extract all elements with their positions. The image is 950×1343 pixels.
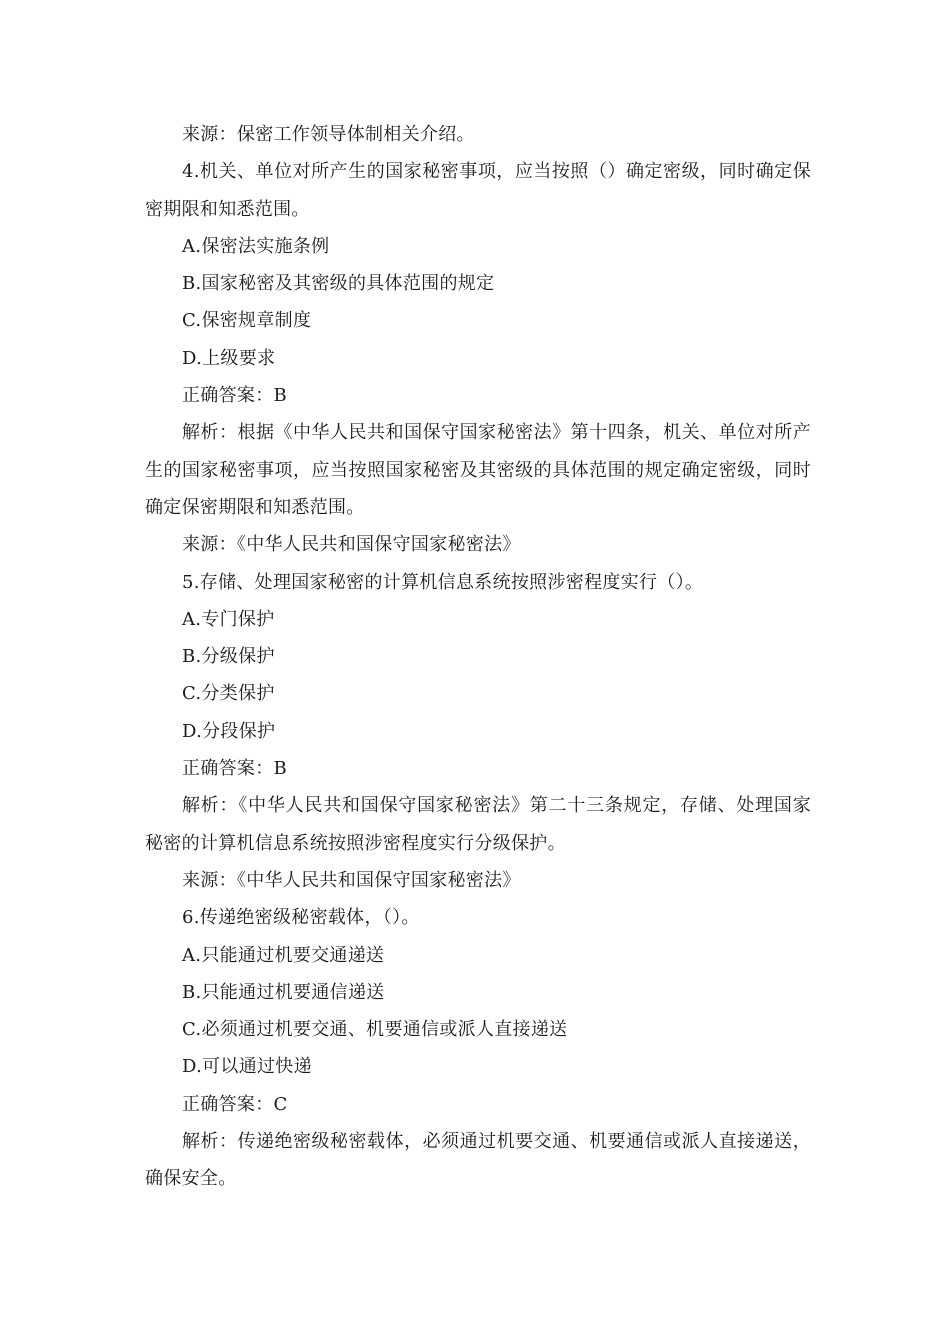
- question-6-explanation: 解析：传递绝密级秘密载体，必须通过机要交通、机要通信或派人直接递送，确保安全。: [145, 1131, 811, 1190]
- question-5-option-b: B.分级保护: [182, 646, 275, 668]
- document-body: [145, 116, 811, 1198]
- question-4-explanation: 解析：根据《中华人民共和国保守国家秘密法》第十四条，机关、单位对所产生的国家秘密事项，应当按照国家秘密及其密级的具体范围的规定确定密级，同时确定保密期限和知悉范围。: [145, 422, 811, 518]
- question-5-source: 来源：《中华人民共和国保守国家秘密法》: [182, 869, 521, 891]
- question-5-explanation: 解析：《中华人民共和国保守国家秘密法》第二十三条规定，存储、处理国家秘密的计算机信息系统按照涉密程度实行分级保护。: [145, 795, 811, 854]
- question-6-option-d: D.可以通过快递: [182, 1056, 312, 1078]
- question-4-option-a: A.保密法实施条例: [182, 235, 330, 257]
- source-note: 来源：保密工作领导体制相关介绍。: [182, 124, 475, 145]
- question-4-option-b: B.国家秘密及其密级的具体范围的规定: [182, 273, 495, 295]
- question-6-option-c: C.必须通过机要交通、机要通信或派人直接递送: [182, 1019, 568, 1041]
- question-5-answer: 正确答案：B: [182, 758, 288, 780]
- question-4-option-d: D.上级要求: [182, 347, 276, 369]
- question-5-option-a: A.专门保护: [182, 608, 275, 630]
- question-6-option-b: B.只能通过机要通信递送: [182, 981, 385, 1003]
- question-4: 4.机关、单位对所产生的国家秘密事项，应当按照（）确定密级，同时确定保密期限和知悉范围。: [145, 161, 811, 220]
- question-5-option-d: D.分段保护: [182, 720, 276, 742]
- question-4-answer: 正确答案：B: [182, 385, 288, 407]
- question-5-option-c: C.分类保护: [182, 683, 275, 705]
- question-6-answer: 正确答案：C: [182, 1093, 288, 1115]
- question-5: 5.存储、处理国家秘密的计算机信息系统按照涉密程度实行（）。: [182, 571, 704, 593]
- question-6-option-a: A.只能通过机要交通递送: [182, 944, 385, 966]
- question-4-option-c: C.保密规章制度: [182, 310, 312, 332]
- question-6: 6.传递绝密级秘密载体，（）。: [182, 907, 420, 929]
- question-4-source: 来源：《中华人民共和国保守国家秘密法》: [182, 534, 521, 556]
